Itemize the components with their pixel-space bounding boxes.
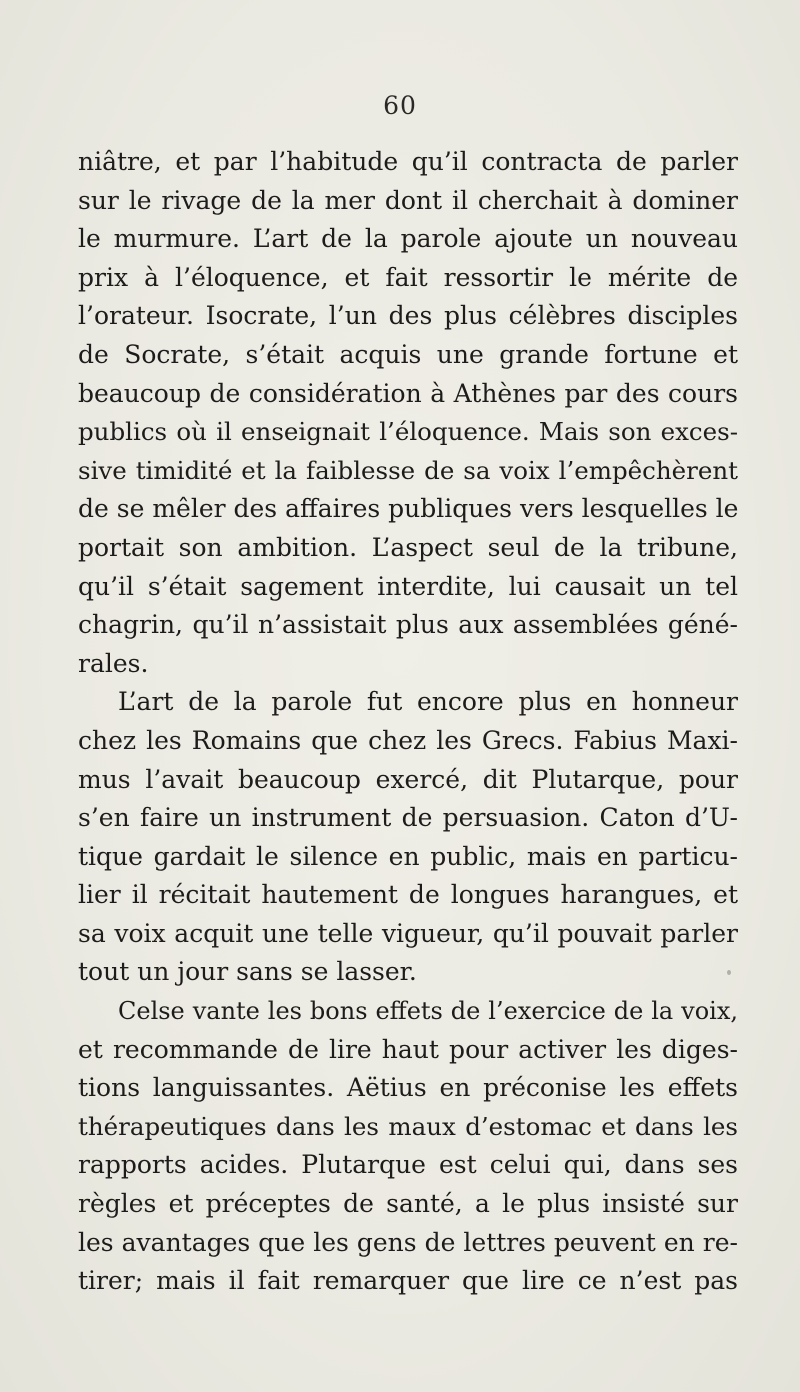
text-line: rales. bbox=[78, 648, 149, 678]
text-line: beaucoup de considération à Athènes par des cours bbox=[78, 378, 738, 408]
text-line: niâtre, et par l’habitude qu’il contracta de parler bbox=[78, 147, 738, 176]
text-line: qu’il s’était sagement interdite, lui causait un tel bbox=[78, 571, 738, 601]
text-line: s’en faire un instrument de persuasion. Caton d’U- bbox=[78, 803, 738, 833]
body-text bbox=[78, 143, 738, 1301]
text-line: l’orateur. Isocrate, l’un des plus célèbres disciples bbox=[78, 301, 738, 331]
text-line: prix à l’éloquence, et fait ressortir le mérite de bbox=[78, 262, 738, 292]
text-line: mus l’avait beaucoup exercé, dit Plutarque, pour bbox=[78, 764, 738, 794]
text-line: tout un jour sans se lasser. bbox=[78, 957, 417, 987]
text-line: de se mêler des affaires publiques vers lesquelles le bbox=[78, 494, 739, 524]
paper-speck bbox=[727, 970, 731, 975]
text-line: chez les Romains que chez les Grecs. Fabius Maxi- bbox=[78, 725, 738, 755]
text-line: rapports acides. Plutarque est celui qui, dans ses bbox=[78, 1150, 738, 1180]
page-number: 60 bbox=[383, 91, 417, 120]
text-line: publics où il enseignait l’éloquence. Mais son exces- bbox=[78, 417, 738, 447]
text-line: sa voix acquit une telle vigueur, qu’il pouvait parler bbox=[78, 918, 738, 948]
text-line: tirer; mais il fait remarquer que lire ce n’est pas bbox=[78, 1266, 738, 1296]
text-line: chagrin, qu’il n’assistait plus aux assemblées géné- bbox=[78, 610, 738, 640]
text-line: tique gardait le silence en public, mais en particu- bbox=[78, 841, 738, 871]
text-line: et recommande de lire haut pour activer les diges- bbox=[78, 1034, 738, 1064]
text-line: tions languissantes. Aëtius en préconise les effets bbox=[78, 1073, 738, 1103]
text-line: le murmure. L’art de la parole ajoute un nouveau bbox=[78, 224, 738, 254]
text-line: règles et préceptes de santé, a le plus insisté sur bbox=[78, 1189, 738, 1219]
text-line: sur le rivage de la mer dont il cherchait à dominer bbox=[78, 185, 738, 215]
text-line: portait son ambition. L’aspect seul de la tribune, bbox=[78, 532, 738, 562]
text-line: Celse vante les bons effets de l’exercice de la voix, bbox=[118, 997, 738, 1026]
text-line: lier il récitait hautement de longues harangues, et bbox=[78, 880, 738, 910]
text-line: sive timidité et la faiblesse de sa voix l’empêchèrent bbox=[78, 455, 738, 485]
text-line: de Socrate, s’était acquis une grande fortune et bbox=[78, 339, 738, 369]
text-line: L’art de la parole fut encore plus en honneur bbox=[118, 687, 738, 717]
text-line: thérapeutiques dans les maux d’estomac et dans les bbox=[78, 1111, 738, 1141]
text-line: les avantages que les gens de lettres peuvent en re- bbox=[78, 1227, 738, 1257]
